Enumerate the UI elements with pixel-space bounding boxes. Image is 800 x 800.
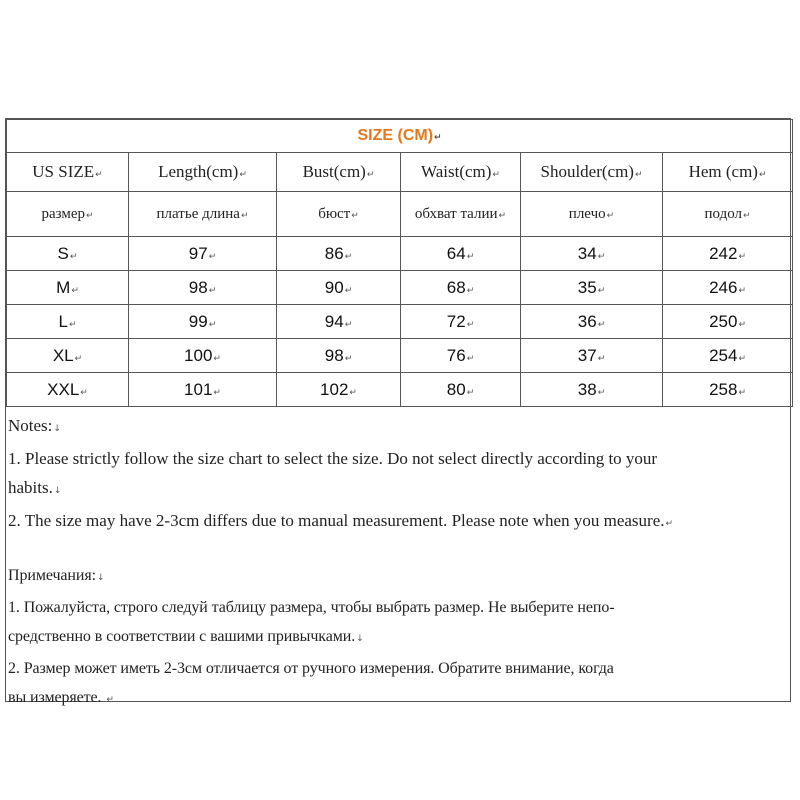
header-cell: Waist(cm)↵	[401, 153, 521, 192]
header-cell-ru: плечо↵	[521, 192, 663, 237]
header-cell: Shoulder(cm)↵	[521, 153, 663, 192]
shoulder-cell: 37↵	[521, 339, 663, 373]
table-row	[7, 237, 793, 271]
hem-cell: 254↵	[663, 339, 793, 373]
size-chart-document	[5, 118, 791, 706]
shoulder-cell: 34↵	[521, 237, 663, 271]
waist-cell: 72↵	[401, 305, 521, 339]
length-cell: 101↵	[129, 373, 277, 407]
header-cell: US SIZE↵	[7, 153, 129, 192]
table-row	[7, 373, 793, 407]
waist-cell: 68↵	[401, 271, 521, 305]
note-line-ru: вы измеряете. ↵	[8, 689, 114, 706]
header-cell-ru: бюст↵	[277, 192, 401, 237]
bust-cell: 98↵	[277, 339, 401, 373]
header-cell-ru: платье длина↵	[129, 192, 277, 237]
bust-cell: 90↵	[277, 271, 401, 305]
header-cell: Length(cm)↵	[129, 153, 277, 192]
header-cell-ru: обхват талии↵	[401, 192, 521, 237]
note-line: 1. Please strictly follow the size chart to select the size. Do not select directly according to your	[8, 449, 658, 468]
notes-section	[6, 407, 790, 715]
note-line-ru: 2. Размер может иметь 2-3см отличается от ручного измерения. Обратите внимание, когда	[8, 660, 614, 677]
size-cell: XXL↵	[7, 373, 129, 407]
size-cell: XL↵	[7, 339, 129, 373]
length-cell: 99↵	[129, 305, 277, 339]
bust-cell: 94↵	[277, 305, 401, 339]
waist-cell: 80↵	[401, 373, 521, 407]
hem-cell: 250↵	[663, 305, 793, 339]
table-row	[7, 271, 793, 305]
waist-cell: 64↵	[401, 237, 521, 271]
header-row	[7, 153, 793, 192]
shoulder-cell: 36↵	[521, 305, 663, 339]
header-cell-ru: подол↵	[663, 192, 793, 237]
size-table	[6, 119, 793, 407]
table-row	[7, 305, 793, 339]
header-cell: Hem (cm)↵	[663, 153, 793, 192]
shoulder-cell: 35↵	[521, 271, 663, 305]
size-cell: L↵	[7, 305, 129, 339]
notes-heading-ru: Примечания:↓	[8, 567, 105, 584]
hem-cell: 242↵	[663, 237, 793, 271]
length-cell: 97↵	[129, 237, 277, 271]
length-cell: 98↵	[129, 271, 277, 305]
length-cell: 100↵	[129, 339, 277, 373]
notes-heading: Notes:↓	[8, 416, 61, 435]
header-cell-ru: размер↵	[7, 192, 129, 237]
size-cell: S↵	[7, 237, 129, 271]
bust-cell: 102↵	[277, 373, 401, 407]
table-row	[7, 339, 793, 373]
bust-cell: 86↵	[277, 237, 401, 271]
note-line-ru: средственно в соответствии с вашими привычками.↓	[8, 628, 364, 645]
note-line: 2. The size may have 2-3cm differs due to manual measurement. Please note when you measure.↵	[8, 511, 674, 530]
hem-cell: 246↵	[663, 271, 793, 305]
waist-cell: 76↵	[401, 339, 521, 373]
note-line: habits.↓	[8, 478, 62, 497]
note-line-ru: 1. Пожалуйста, строго следуй таблицу размера, чтобы выбрать размер. Не выберите непо-	[8, 599, 615, 616]
hem-cell: 258↵	[663, 373, 793, 407]
header-row-ru	[7, 192, 793, 237]
shoulder-cell: 38↵	[521, 373, 663, 407]
size-cell: M↵	[7, 271, 129, 305]
table-title: SIZE (CM)↵	[7, 120, 793, 153]
header-cell: Bust(cm)↵	[277, 153, 401, 192]
